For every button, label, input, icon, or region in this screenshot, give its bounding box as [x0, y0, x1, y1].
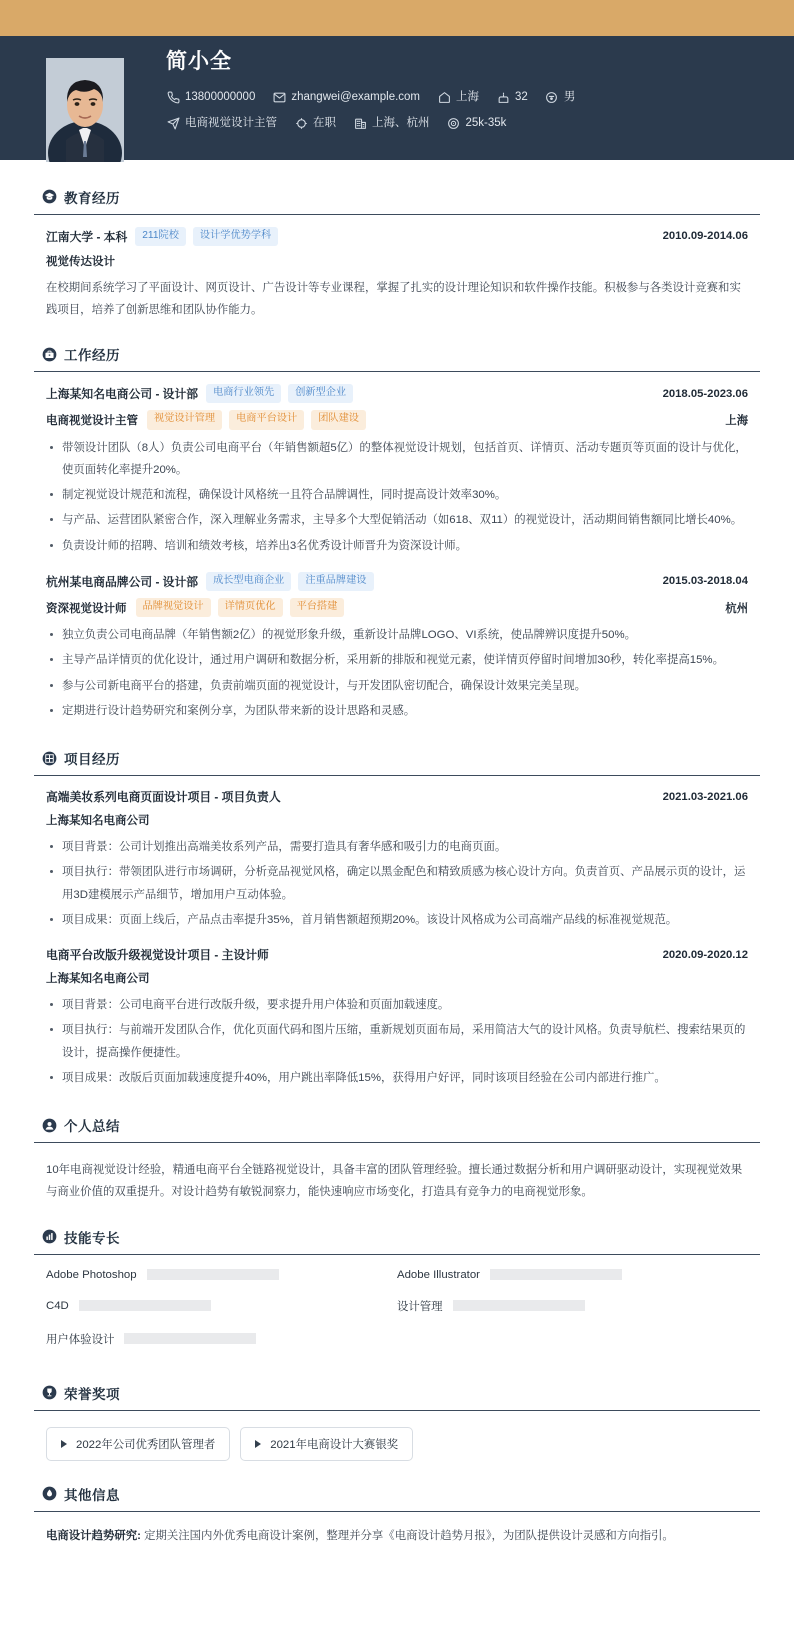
- home-icon: [437, 91, 451, 105]
- work-position-tag: 详情页优化: [218, 598, 283, 617]
- work-city: 杭州: [725, 602, 748, 615]
- project-company: 上海某知名电商公司: [46, 815, 150, 828]
- header-info: [166, 50, 794, 133]
- work-position-tag: 品牌视觉设计: [136, 598, 211, 617]
- other-info-row: [34, 1522, 760, 1554]
- section-title-awards: 荣誉奖项: [64, 1386, 120, 1402]
- award-chip[interactable]: [46, 1427, 230, 1461]
- work-entry-company-row: [46, 572, 748, 591]
- work-company-tag: 注重品牌建设: [298, 572, 373, 591]
- section-title-other: 其他信息: [64, 1487, 120, 1503]
- education-entry-row: [46, 227, 748, 246]
- skill-progress-track: [124, 1333, 256, 1344]
- work-position-left: [46, 598, 351, 617]
- education-tag: 211院校: [135, 227, 186, 246]
- work-company: 杭州某电商品牌公司 - 设计部: [46, 574, 199, 589]
- summary-entry: [34, 1153, 760, 1213]
- summary-text: 10年电商视觉设计经验，精通电商平台全链路视觉设计，具备丰富的团队管理经验。擅长通过数据分析和用户调研驱动设计，实现视觉效果与商业价值的双重提升。对设计趋势有敏锐洞察力，能快速响应市场变化，打造具有竞争力的电商视觉形象。: [46, 1164, 743, 1199]
- intent-status: [294, 115, 336, 132]
- work-company-tag: 电商行业领先: [206, 384, 281, 403]
- work-entry-company-row: [46, 384, 748, 403]
- skill-row: [46, 1298, 397, 1314]
- work-entry-left: [46, 572, 381, 591]
- work-date: 2018.05-2023.06: [662, 387, 748, 400]
- section-header-other: [34, 1475, 760, 1512]
- project-bullets: [46, 994, 748, 1089]
- intent-position-value: 电商视觉设计主管: [185, 117, 277, 130]
- project-name: 高端美妆系列电商页面设计项目 - 项目负责人: [46, 790, 281, 805]
- section-header-work: [34, 335, 760, 372]
- project-bullet: 项目执行：带领团队进行市场调研，分析竞品视觉风格，确定以黑金配色和精致质感为核心设计方向。负责首页、产品展示页的设计，运用3D建模展示产品细节，增加用户互动体验。: [46, 861, 748, 905]
- section-other: [34, 1475, 760, 1554]
- page-title: 简小全: [166, 50, 232, 73]
- section-summary: [34, 1106, 760, 1213]
- section-awards: [34, 1374, 760, 1471]
- work-city: 上海: [725, 415, 748, 428]
- section-header-summary: [34, 1106, 760, 1143]
- project-bullet: 项目背景：公司电商平台进行改版升级，要求提升用户体验和页面加载速度。: [46, 994, 748, 1016]
- skill-label: 用户体验设计: [46, 1333, 115, 1346]
- education-school: 江南大学 - 本科: [46, 229, 128, 244]
- contact-phone-value: 13800000000: [185, 91, 256, 104]
- education-tag: 设计学优势学科: [193, 227, 278, 246]
- work-entry-position-row: [46, 598, 748, 617]
- intent-city-value: 上海、杭州: [372, 117, 430, 130]
- skill-label: Adobe Illustrator: [397, 1268, 480, 1281]
- intent-position: [166, 115, 277, 132]
- work-bullet: 带领设计团队（8人）负责公司电商平台（年销售额超5亿）的整体视觉设计规划，包括首页、详情页、活动专题页等页面的设计与优化，使页面转化率提升20%。: [46, 437, 748, 481]
- project-bullets: [46, 836, 748, 931]
- section-header-education: [34, 178, 760, 215]
- section-skills: [34, 1218, 760, 1370]
- project-entry-row: [46, 788, 748, 805]
- section-header-skills: [34, 1218, 760, 1255]
- section-title-skills: 技能专长: [64, 1230, 120, 1246]
- skill-progress-track: [147, 1269, 279, 1280]
- header-main-band: [0, 36, 794, 160]
- work-company-tag: 创新型企业: [288, 384, 353, 403]
- work-company: 上海某知名电商公司 - 设计部: [46, 387, 199, 402]
- contact-location-value: 上海: [456, 91, 480, 104]
- section-projects: [34, 739, 760, 1102]
- section-title-work: 工作经历: [64, 348, 120, 364]
- work-date: 2015.03-2018.04: [662, 575, 748, 588]
- contact-gender: [545, 89, 576, 106]
- project-grid-icon: [42, 751, 57, 766]
- work-bullet: 参与公司新电商平台的搭建，负责前端页面的视觉设计，与开发团队密切配合，确保设计效果完美呈现。: [46, 675, 748, 697]
- work-position: 电商视觉设计主管: [46, 415, 138, 428]
- section-title-projects: 项目经历: [64, 752, 120, 768]
- section-title-summary: 个人总结: [64, 1119, 120, 1135]
- briefcase-icon: [42, 347, 57, 362]
- play-triangle-icon: [255, 1440, 261, 1448]
- work-bullet: 与产品、运营团队紧密合作，深入理解业务需求，主导多个大型促销活动（如618、双11）的视觉设计，活动期间销售额同比增长40%。: [46, 509, 748, 531]
- project-bullet: 项目背景：公司计划推出高端美妆系列产品，需要打造具有奢华感和吸引力的电商页面。: [46, 836, 748, 858]
- work-position-tag: 平台搭建: [290, 598, 345, 617]
- birthday-icon: [496, 91, 510, 105]
- work-entry: [34, 570, 760, 735]
- resume-header: [0, 0, 794, 160]
- contact-email: [272, 89, 420, 106]
- work-position-tag: 电商平台设计: [229, 410, 304, 429]
- header-accent-band: [0, 0, 794, 36]
- city-icon: [353, 117, 367, 131]
- project-bullet: 项目执行：与前端开发团队合作，优化页面代码和图片压缩，重新规划页面布局，采用简洁大气的设计风格。负责导航栏、搜索结果页的设计，提高操作便捷性。: [46, 1019, 748, 1063]
- contact-age-value: 32: [515, 91, 528, 104]
- contact-gender-value: 男: [563, 91, 576, 104]
- project-entry: [34, 786, 760, 944]
- rocket-icon: [166, 117, 180, 131]
- work-entry-position-row: [46, 410, 748, 429]
- skill-row: [46, 1269, 397, 1281]
- skill-label: 设计管理: [397, 1300, 443, 1313]
- work-bullet: 定期进行设计趋势研究和案例分享，为团队带来新的设计思路和灵感。: [46, 700, 748, 722]
- award-label: 2022年公司优秀团队管理者: [76, 1438, 216, 1451]
- intent-city: [353, 115, 430, 132]
- skill-progress-track: [490, 1269, 622, 1280]
- work-bullets: [46, 437, 748, 557]
- intent-status-value: 在职: [313, 117, 336, 130]
- project-entry-row: [46, 946, 748, 963]
- work-bullet: 负责设计师的招聘、培训和绩效考核，培养出3名优秀设计师晋升为资深设计师。: [46, 535, 748, 557]
- project-date: 2020.09-2020.12: [662, 948, 748, 961]
- skill-row: [46, 1331, 397, 1347]
- contact-location: [437, 89, 479, 106]
- envelope-icon: [272, 91, 286, 105]
- intent-salary-value: 25k-35k: [465, 117, 507, 130]
- work-bullet: 制定视觉设计规范和流程，确保设计风格统一且符合品牌调性，同时提高设计效率30%。: [46, 484, 748, 506]
- section-title-education: 教育经历: [64, 190, 120, 206]
- skill-label: Adobe Photoshop: [46, 1268, 137, 1281]
- graduation-cap-icon: [42, 189, 57, 204]
- work-bullet: 主导产品详情页的优化设计，通过用户调研和数据分析，采用新的排版和视觉元素，使详情页停留时间增加30秒，转化率提高15%。: [46, 649, 748, 671]
- work-entry: [34, 382, 760, 570]
- contact-phone: [166, 89, 255, 106]
- skill-row: [397, 1298, 748, 1314]
- skill-progress-track: [453, 1300, 585, 1311]
- work-position: 资深视觉设计师: [46, 602, 127, 615]
- trophy-icon: [42, 1385, 57, 1400]
- section-work: [34, 335, 760, 735]
- job-intent-line: [166, 115, 764, 132]
- avatar: [46, 58, 124, 162]
- project-date: 2021.03-2021.06: [662, 790, 748, 803]
- education-description: 在校期间系统学习了平面设计、网页设计、广告设计等专业课程，掌握了扎实的设计理论知识和软件操作技能。积极参与各类设计竞赛和实践项目，培养了创新思维和团队协作能力。: [46, 281, 741, 317]
- work-bullet: 独立负责公司电商品牌（年销售额2亿）的视觉形象升级，重新设计品牌LOGO、VI系统，使品牌辨识度提升50%。: [46, 624, 748, 646]
- section-header-projects: [34, 739, 760, 776]
- award-label: 2021年电商设计大赛银奖: [270, 1438, 399, 1451]
- play-triangle-icon: [61, 1440, 67, 1448]
- chart-bar-icon: [42, 1229, 57, 1244]
- project-entry-left: [46, 946, 277, 963]
- section-header-awards: [34, 1374, 760, 1411]
- resume-body: [0, 160, 794, 1582]
- award-chip[interactable]: [240, 1427, 413, 1461]
- awards-row: [34, 1421, 760, 1471]
- education-major: 视觉传达设计: [46, 255, 115, 268]
- education-entry-left: [46, 227, 285, 246]
- contact-line: [166, 89, 764, 106]
- skill-label: C4D: [46, 1299, 69, 1312]
- contact-age: [496, 89, 528, 106]
- other-info-text: 定期关注国内外优秀电商设计案例，整理并分享《电商设计趋势月报》，为团队提供设计灵感和方向指引。: [144, 1529, 674, 1542]
- skill-row: [397, 1269, 748, 1281]
- gender-icon: [545, 91, 559, 105]
- other-info-label: 电商设计趋势研究:: [46, 1529, 141, 1542]
- status-icon: [294, 117, 308, 131]
- work-company-tag: 成长型电商企业: [206, 572, 291, 591]
- phone-icon: [166, 91, 180, 105]
- user-icon: [42, 1118, 57, 1133]
- work-position-left: [46, 410, 373, 429]
- project-bullet: 项目成果：页面上线后，产品点击率提升35%，首月销售额超预期20%。该设计风格成为公司高端产品线的标准视觉规范。: [46, 909, 748, 931]
- skills-grid: [34, 1265, 760, 1370]
- target-icon: [447, 117, 461, 131]
- intent-salary: [447, 115, 507, 132]
- education-date: 2010.09-2014.06: [662, 230, 748, 243]
- contact-email-value: zhangwei@example.com: [291, 91, 421, 104]
- project-entry: [34, 944, 760, 1102]
- project-name: 电商平台改版升级视觉设计项目 - 主设计师: [46, 948, 269, 963]
- project-entry-left: [46, 788, 289, 805]
- work-entry-left: [46, 384, 360, 403]
- project-bullet: 项目成果：改版后页面加载速度提升40%，用户跳出率降低15%，获得用户好评，同时该项目经验在公司内部进行推广。: [46, 1067, 748, 1089]
- section-education: [34, 178, 760, 332]
- education-entry: [34, 225, 760, 332]
- project-company: 上海某知名电商公司: [46, 973, 150, 986]
- info-icon: [42, 1486, 57, 1501]
- work-position-tag: 团队建设: [311, 410, 366, 429]
- skill-progress-track: [79, 1300, 211, 1311]
- work-position-tag: 视觉设计管理: [147, 410, 222, 429]
- work-bullets: [46, 624, 748, 722]
